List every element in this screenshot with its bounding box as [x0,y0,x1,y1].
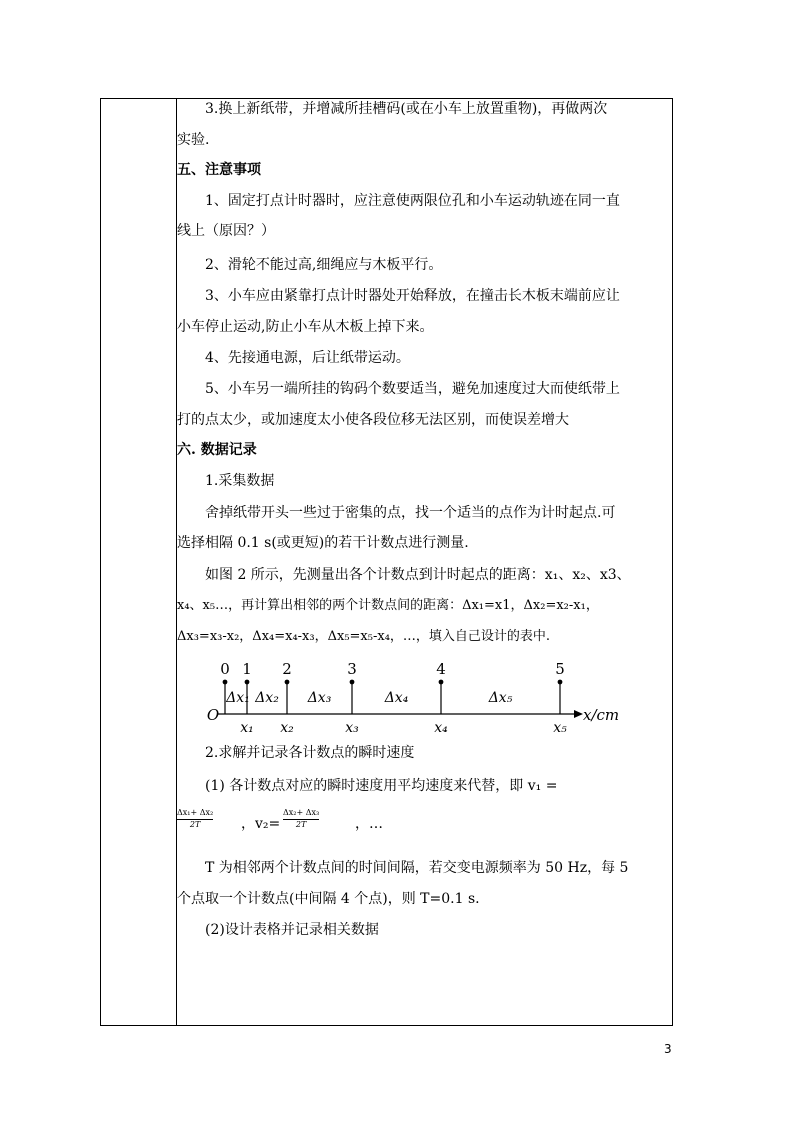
x-label-3: x₃ [345,720,359,736]
x-label-1: x₁ [240,720,254,736]
text-line: 1.采集数据 [205,473,275,489]
section-heading-5: 五、注意事项 [177,162,261,178]
fraction-numerator: Δx₁+ Δx₂ [177,808,214,817]
formula-tail: ，… [355,816,383,832]
text-line: 如图 2 所示，先测量出各个计数点到计时起点的距离：x₁、x₂、x3、 [205,567,631,583]
text-line: T 为相邻两个计数点间的时间间隔，若交变电源频率为 50 Hz，每 5 [205,860,629,876]
delta-label-4: Δx₄ [384,690,409,706]
point-label-4: 4 [436,660,446,678]
section-heading-6: 六. 数据记录 [177,442,257,458]
text-line: 1、固定打点计时器时，应注意使两限位孔和小车运动轨迹在同一直 [205,193,620,209]
text-line: 实验. [177,132,210,148]
fraction-denominator: 2T [295,820,307,829]
text-line: 3、小车应由紧靠打点计时器处开始释放，在撞击长木板末端前应让 [205,288,620,304]
axis-label: x/cm [583,706,620,724]
text-line: Δx₃=x₃-x₂，Δx₄=x₄-x₃，Δx₅=x₅-x₄，…，填入自己设计的表中. [177,629,551,644]
text-line: 打的点太少，或加速度太小使各段位移无法区别，而使误差增大 [177,412,569,428]
origin-label: O [206,706,220,724]
point-label-2: 2 [282,660,292,678]
fraction-numerator: Δx₂+ Δx₃ [283,808,320,817]
x-label-5: x₅ [553,720,567,736]
content-cell [177,98,673,1026]
text-line: 5、小车另一端所挂的钩码个数要适当，避免加速度过大而使纸带上 [205,381,620,397]
x-label-2: x₂ [280,720,294,736]
text-line: 舍掉纸带开头一些过于密集的点，找一个适当的点作为计时起点.可 [205,505,616,521]
delta-label-1: Δx₁ [226,690,250,706]
point-label-1: 1 [242,660,252,678]
text-line: 4、先接通电源，后让纸带运动。 [205,350,410,366]
point-label-0: 0 [220,660,230,678]
delta-label-2: Δx₂ [255,690,279,706]
text-line: x₄、x₅…，再计算出相邻的两个计数点间的距离：Δx₁=x1，Δx₂=x₂-x₁， [177,598,599,613]
text-line: (1) 各计数点对应的瞬时速度用平均速度来代替，即 v₁ = [205,778,558,794]
text-line: 个点取一个计数点(中间隔 4 个点)，则 T=0.1 s. [177,891,480,907]
point-label-3: 3 [347,660,357,678]
text-line: 线上（原因？） [177,223,275,239]
text-line: 2、滑轮不能过高,细绳应与木板平行。 [205,257,443,273]
delta-label-5: Δx₅ [488,690,513,706]
fraction-v1 [177,808,213,830]
page-number: 3 [664,1042,672,1056]
text-line: 3.换上新纸带，并增减所挂槽码(或在小车上放置重物)，再做两次 [205,101,608,117]
delta-label-3: Δx₃ [307,690,332,706]
text-line: 选择相隔 0.1 s(或更短)的若干计数点进行测量. [177,535,469,551]
fraction-v2 [283,808,319,830]
fraction-denominator: 2T [189,820,201,829]
x-label-4: x₄ [434,720,448,736]
point-label-5: 5 [555,660,565,678]
formula-separator: ，v₂= [241,816,281,832]
text-line: 2.求解并记录各计数点的瞬时速度 [205,745,415,761]
tape-diagram [205,658,645,740]
text-line: (2)设计表格并记录相关数据 [205,922,379,938]
axis-arrow [574,710,583,718]
text-line: 小车停止运动,防止小车从木板上掉下来。 [177,319,434,335]
